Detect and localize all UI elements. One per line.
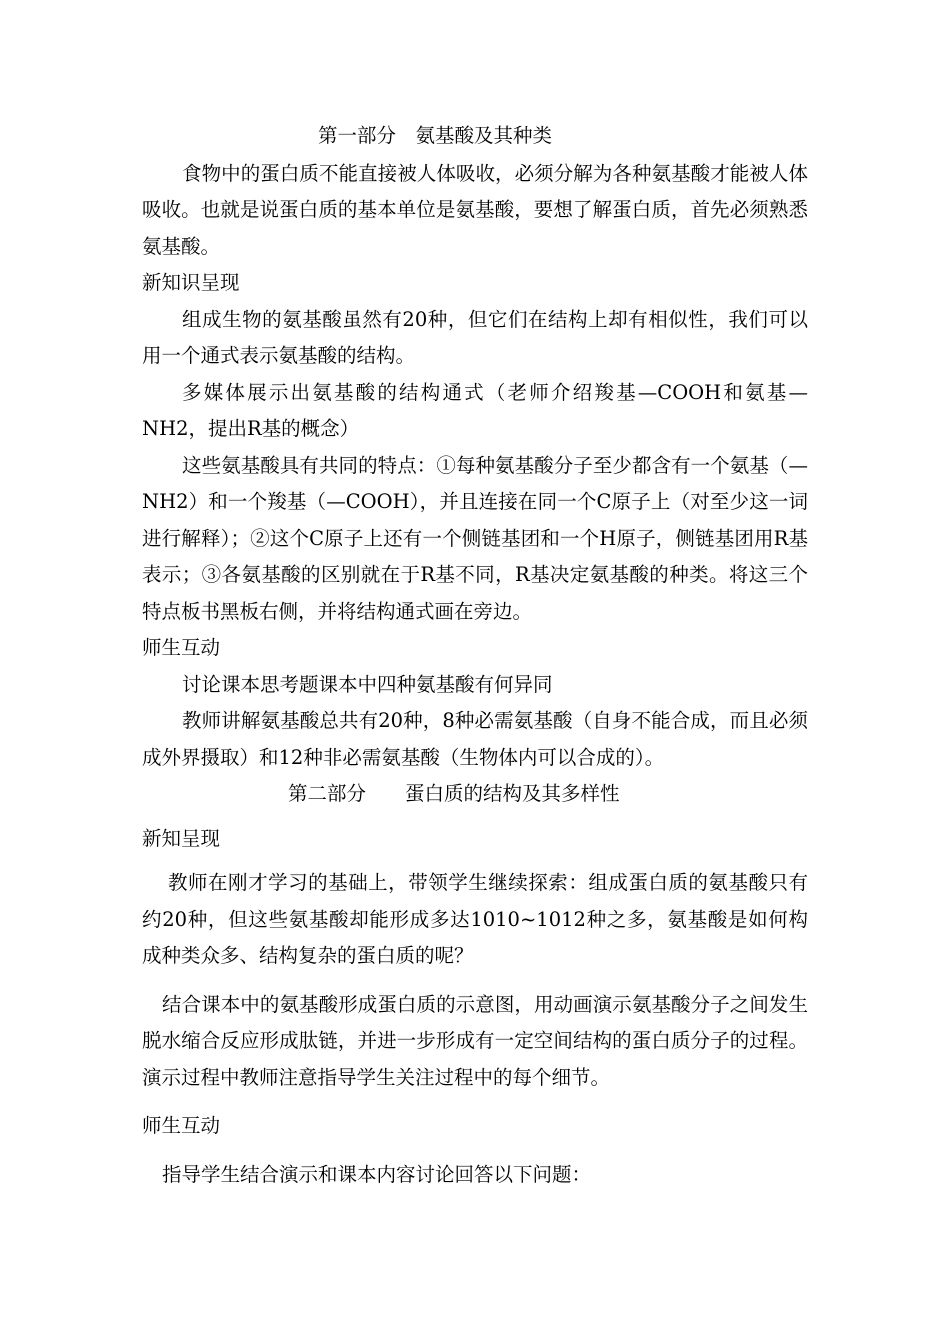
paragraph-amino-acid-structure: 组成生物的氨基酸虽然有20种，但它们在结构上却有相似性，我们可以用一个通式表示氨基酸的结构。 [142, 307, 808, 367]
paragraph-animation-demo: 结合课本中的氨基酸形成蛋白质的示意图，用动画演示氨基酸分子之间发生脱水缩合反应形成肽链，并进一步形成有一定空间结构的蛋白质分子的过程。演示过程中教师注意指导学生关注过程中的每个细节。 [142, 992, 808, 1089]
document-body [142, 118, 808, 1193]
paragraph-teacher-explains: 教师讲解氨基酸总共有20种，8种必需氨基酸（自身不能合成，而且必须成外界摄取）和12种非必需氨基酸（生物体内可以合成的）。 [142, 709, 808, 769]
section-heading-new-knowledge-2: 新知呈现 [142, 826, 221, 850]
part1-title: 第一部分 氨基酸及其种类 [318, 124, 553, 147]
paragraph-guide-questions: 指导学生结合演示和课本内容讨论回答以下问题： [162, 1162, 592, 1186]
section-heading-interaction: 师生互动 [142, 636, 221, 659]
section-heading-interaction-2: 师生互动 [142, 1114, 221, 1137]
intro-paragraph: 食物中的蛋白质不能直接被人体吸收，必须分解为各种氨基酸才能被人体吸收。也就是说蛋白质的基本单位是氨基酸，要想了解蛋白质，首先必须熟悉氨基酸。 [142, 161, 808, 258]
paragraph-multimedia: 多媒体展示出氨基酸的结构通式（老师介绍羧基—COOH和氨基—NH2，提出R基的概念） [142, 380, 808, 440]
part2-title: 第二部分 蛋白质的结构及其多样性 [288, 782, 620, 805]
paragraph-discussion: 讨论课本思考题课本中四种氨基酸有何异同 [182, 672, 553, 696]
paragraph-common-features: 这些氨基酸具有共同的特点：①每种氨基酸分子至少都含有一个氨基（—NH2）和一个羧基（—COOH），并且连接在同一个C原子上（对至少这一词进行解释）；②这个C原子上还有一个侧链基团和一个H原子，侧链基团用R基表示；③各氨基酸的区别就在于R基不同，R基决定氨基酸的种类。将这三个特点板书黑板右侧，并将结构通式画在旁边。 [142, 453, 808, 623]
section-heading-new-knowledge: 新知识呈现 [142, 271, 240, 294]
paragraph-exploration: 教师在刚才学习的基础上，带领学生继续探索：组成蛋白质的氨基酸只有约20种，但这些氨基酸却能形成多达1010~1012种之多，氨基酸是如何构成种类众多、结构复杂的蛋白质的呢？ [142, 871, 808, 967]
